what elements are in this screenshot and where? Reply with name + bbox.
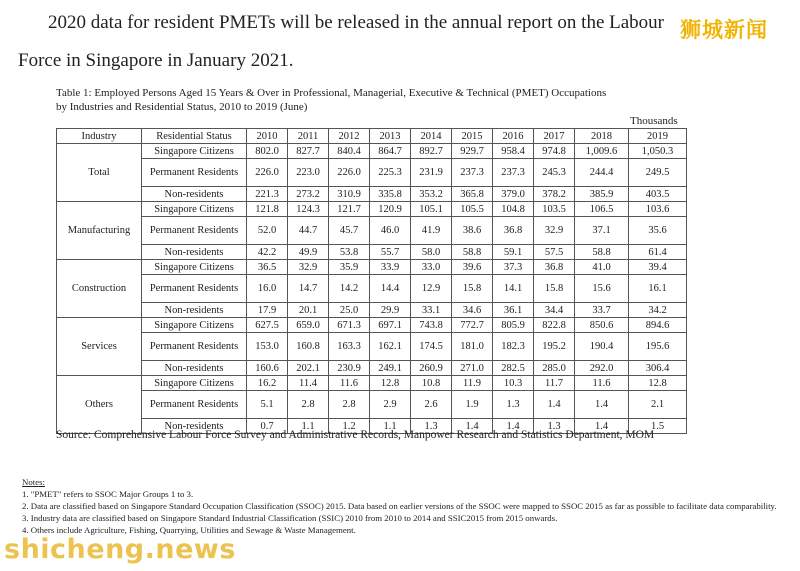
value-cell: 273.2	[288, 187, 329, 202]
residential-status-cell: Permanent Residents	[142, 159, 247, 187]
value-cell: 36.5	[247, 260, 288, 275]
value-cell: 105.5	[452, 202, 493, 217]
value-cell: 14.7	[288, 275, 329, 303]
notes-heading: Notes:	[22, 477, 45, 487]
value-cell: 36.8	[534, 260, 575, 275]
value-cell: 245.3	[534, 159, 575, 187]
value-cell: 14.4	[370, 275, 411, 303]
value-cell: 121.8	[247, 202, 288, 217]
table-row	[57, 391, 687, 419]
pmet-table	[56, 128, 687, 434]
value-cell: 249.1	[370, 361, 411, 376]
value-cell: 16.2	[247, 376, 288, 391]
value-cell: 11.4	[288, 376, 329, 391]
notes-section	[22, 476, 792, 536]
value-cell: 153.0	[247, 333, 288, 361]
residential-status-cell: Singapore Citizens	[142, 376, 247, 391]
value-cell: 105.1	[411, 202, 452, 217]
value-cell: 864.7	[370, 144, 411, 159]
value-cell: 33.1	[411, 303, 452, 318]
value-cell: 2.1	[629, 391, 687, 419]
table-row	[57, 333, 687, 361]
value-cell: 2.8	[288, 391, 329, 419]
value-cell: 59.1	[493, 245, 534, 260]
table-title-line-2: by Industries and Residential Status, 2010 to 2019 (June)	[56, 101, 308, 113]
table-row	[57, 245, 687, 260]
value-cell: 103.5	[534, 202, 575, 217]
value-cell: 42.2	[247, 245, 288, 260]
value-cell: 1,050.3	[629, 144, 687, 159]
value-cell: 121.7	[329, 202, 370, 217]
value-cell: 271.0	[452, 361, 493, 376]
value-cell: 11.7	[534, 376, 575, 391]
value-cell: 353.2	[411, 187, 452, 202]
table-row	[57, 303, 687, 318]
value-cell: 1.4	[575, 419, 629, 434]
table-row	[57, 187, 687, 202]
value-cell: 1,009.6	[575, 144, 629, 159]
table-header-row	[57, 129, 687, 144]
value-cell: 0.7	[247, 419, 288, 434]
value-cell: 162.1	[370, 333, 411, 361]
value-cell: 802.0	[247, 144, 288, 159]
intro-line-1: 2020 data for resident PMETs will be released in the annual report on the Labour	[48, 12, 664, 33]
value-cell: 335.8	[370, 187, 411, 202]
value-cell: 12.9	[411, 275, 452, 303]
value-cell: 1.1	[288, 419, 329, 434]
note-item: 3. Industry data are classified based on Singapore Standard Industrial Classification (SSIC) 2010 from 2010 to 2014 and SSIC2015 from 2015 onwards.	[22, 513, 558, 523]
value-cell: 230.9	[329, 361, 370, 376]
value-cell: 379.0	[493, 187, 534, 202]
value-cell: 20.1	[288, 303, 329, 318]
value-cell: 12.8	[370, 376, 411, 391]
residential-status-cell: Singapore Citizens	[142, 318, 247, 333]
value-cell: 892.7	[411, 144, 452, 159]
value-cell: 282.5	[493, 361, 534, 376]
value-cell: 260.9	[411, 361, 452, 376]
industry-cell: Construction	[57, 260, 142, 318]
value-cell: 805.9	[493, 318, 534, 333]
residential-status-cell: Permanent Residents	[142, 217, 247, 245]
value-cell: 292.0	[575, 361, 629, 376]
industry-cell: Manufacturing	[57, 202, 142, 260]
value-cell: 221.3	[247, 187, 288, 202]
value-cell: 1.4	[534, 391, 575, 419]
value-cell: 38.6	[452, 217, 493, 245]
value-cell: 163.3	[329, 333, 370, 361]
value-cell: 190.4	[575, 333, 629, 361]
value-cell: 894.6	[629, 318, 687, 333]
value-cell: 671.3	[329, 318, 370, 333]
value-cell: 743.8	[411, 318, 452, 333]
residential-status-cell: Singapore Citizens	[142, 144, 247, 159]
value-cell: 58.0	[411, 245, 452, 260]
value-cell: 772.7	[452, 318, 493, 333]
value-cell: 11.6	[329, 376, 370, 391]
value-cell: 14.1	[493, 275, 534, 303]
value-cell: 1.4	[452, 419, 493, 434]
value-cell: 822.8	[534, 318, 575, 333]
value-cell: 1.3	[534, 419, 575, 434]
value-cell: 226.0	[329, 159, 370, 187]
value-cell: 36.8	[493, 217, 534, 245]
value-cell: 237.3	[493, 159, 534, 187]
table-row	[57, 275, 687, 303]
value-cell: 61.4	[629, 245, 687, 260]
value-cell: 850.6	[575, 318, 629, 333]
value-cell: 16.0	[247, 275, 288, 303]
header-year: 2010	[247, 129, 288, 144]
value-cell: 33.0	[411, 260, 452, 275]
value-cell: 2.8	[329, 391, 370, 419]
value-cell: 35.9	[329, 260, 370, 275]
value-cell: 16.1	[629, 275, 687, 303]
value-cell: 10.8	[411, 376, 452, 391]
header-year: 2018	[575, 129, 629, 144]
note-item: 4. Others include Agriculture, Fishing, Quarrying, Utilities and Sewage & Waste Management.	[22, 525, 356, 535]
value-cell: 202.1	[288, 361, 329, 376]
value-cell: 249.5	[629, 159, 687, 187]
value-cell: 53.8	[329, 245, 370, 260]
value-cell: 225.3	[370, 159, 411, 187]
value-cell: 37.1	[575, 217, 629, 245]
value-cell: 14.2	[329, 275, 370, 303]
value-cell: 1.4	[493, 419, 534, 434]
header-year: 2016	[493, 129, 534, 144]
value-cell: 15.8	[452, 275, 493, 303]
value-cell: 12.8	[629, 376, 687, 391]
value-cell: 1.3	[493, 391, 534, 419]
value-cell: 55.7	[370, 245, 411, 260]
brand-logo: 狮城新闻	[680, 18, 768, 42]
value-cell: 15.8	[534, 275, 575, 303]
table-row	[57, 144, 687, 159]
value-cell: 1.1	[370, 419, 411, 434]
value-cell: 237.3	[452, 159, 493, 187]
table-row	[57, 260, 687, 275]
table-row	[57, 318, 687, 333]
residential-status-cell: Singapore Citizens	[142, 202, 247, 217]
value-cell: 697.1	[370, 318, 411, 333]
value-cell: 958.4	[493, 144, 534, 159]
value-cell: 195.6	[629, 333, 687, 361]
value-cell: 58.8	[575, 245, 629, 260]
value-cell: 10.3	[493, 376, 534, 391]
value-cell: 25.0	[329, 303, 370, 318]
value-cell: 181.0	[452, 333, 493, 361]
value-cell: 124.3	[288, 202, 329, 217]
unit-label: Thousands	[630, 115, 678, 127]
value-cell: 106.5	[575, 202, 629, 217]
intro-line-2: Force in Singapore in January 2021.	[18, 50, 294, 71]
value-cell: 160.6	[247, 361, 288, 376]
table-row	[57, 361, 687, 376]
value-cell: 2.6	[411, 391, 452, 419]
value-cell: 11.9	[452, 376, 493, 391]
value-cell: 17.9	[247, 303, 288, 318]
residential-status-cell: Non-residents	[142, 419, 247, 434]
header-year: 2017	[534, 129, 575, 144]
value-cell: 974.8	[534, 144, 575, 159]
industry-cell: Total	[57, 144, 142, 202]
value-cell: 285.0	[534, 361, 575, 376]
value-cell: 41.9	[411, 217, 452, 245]
residential-status-cell: Permanent Residents	[142, 391, 247, 419]
value-cell: 1.4	[575, 391, 629, 419]
value-cell: 49.9	[288, 245, 329, 260]
value-cell: 32.9	[288, 260, 329, 275]
value-cell: 58.8	[452, 245, 493, 260]
table-row	[57, 376, 687, 391]
industry-cell: Services	[57, 318, 142, 376]
value-cell: 36.1	[493, 303, 534, 318]
value-cell: 39.4	[629, 260, 687, 275]
header-industry: Industry	[57, 129, 142, 144]
value-cell: 929.7	[452, 144, 493, 159]
value-cell: 52.0	[247, 217, 288, 245]
value-cell: 1.2	[329, 419, 370, 434]
value-cell: 32.9	[534, 217, 575, 245]
value-cell: 33.9	[370, 260, 411, 275]
table-body	[57, 144, 687, 434]
value-cell: 33.7	[575, 303, 629, 318]
value-cell: 195.2	[534, 333, 575, 361]
value-cell: 231.9	[411, 159, 452, 187]
table-row	[57, 202, 687, 217]
value-cell: 37.3	[493, 260, 534, 275]
value-cell: 174.5	[411, 333, 452, 361]
value-cell: 840.4	[329, 144, 370, 159]
value-cell: 160.8	[288, 333, 329, 361]
note-item: 1. "PMET" refers to SSOC Major Groups 1 to 3.	[22, 489, 194, 499]
header-year: 2013	[370, 129, 411, 144]
value-cell: 1.5	[629, 419, 687, 434]
value-cell: 244.4	[575, 159, 629, 187]
value-cell: 34.6	[452, 303, 493, 318]
value-cell: 1.9	[452, 391, 493, 419]
header-year: 2014	[411, 129, 452, 144]
value-cell: 226.0	[247, 159, 288, 187]
value-cell: 103.6	[629, 202, 687, 217]
value-cell: 627.5	[247, 318, 288, 333]
industry-cell: Others	[57, 376, 142, 434]
value-cell: 45.7	[329, 217, 370, 245]
value-cell: 223.0	[288, 159, 329, 187]
residential-status-cell: Permanent Residents	[142, 275, 247, 303]
value-cell: 15.6	[575, 275, 629, 303]
watermark: shicheng.news	[4, 534, 236, 565]
value-cell: 365.8	[452, 187, 493, 202]
value-cell: 378.2	[534, 187, 575, 202]
value-cell: 659.0	[288, 318, 329, 333]
value-cell: 34.4	[534, 303, 575, 318]
value-cell: 35.6	[629, 217, 687, 245]
table-row	[57, 159, 687, 187]
value-cell: 11.6	[575, 376, 629, 391]
value-cell: 385.9	[575, 187, 629, 202]
value-cell: 44.7	[288, 217, 329, 245]
table-row	[57, 217, 687, 245]
value-cell: 39.6	[452, 260, 493, 275]
header-year: 2015	[452, 129, 493, 144]
table-title	[56, 86, 706, 114]
value-cell: 2.9	[370, 391, 411, 419]
value-cell: 57.5	[534, 245, 575, 260]
value-cell: 1.3	[411, 419, 452, 434]
header-year: 2019	[629, 129, 687, 144]
value-cell: 306.4	[629, 361, 687, 376]
residential-status-cell: Non-residents	[142, 245, 247, 260]
value-cell: 827.7	[288, 144, 329, 159]
table-title-line-1: Table 1: Employed Persons Aged 15 Years & Over in Professional, Managerial, Executive & Technical (PMET) Occupations	[56, 87, 607, 99]
residential-status-cell: Singapore Citizens	[142, 260, 247, 275]
value-cell: 29.9	[370, 303, 411, 318]
header-residential-status: Residential Status	[142, 129, 247, 144]
residential-status-cell: Non-residents	[142, 187, 247, 202]
value-cell: 182.3	[493, 333, 534, 361]
value-cell: 120.9	[370, 202, 411, 217]
header-year: 2011	[288, 129, 329, 144]
intro-paragraph	[18, 4, 678, 80]
value-cell: 104.8	[493, 202, 534, 217]
value-cell: 34.2	[629, 303, 687, 318]
value-cell: 46.0	[370, 217, 411, 245]
value-cell: 310.9	[329, 187, 370, 202]
residential-status-cell: Permanent Residents	[142, 333, 247, 361]
value-cell: 5.1	[247, 391, 288, 419]
source-note: Source: Comprehensive Labour Force Survey and Administrative Records, Manpower Research and Statistics Department, MOM	[56, 429, 655, 441]
header-year: 2012	[329, 129, 370, 144]
note-item: 2. Data are classified based on Singapore Standard Occupation Classification (SSOC) 2015. Data based on earlier versions of the SSOC were mapped to SSOC 2015 as far as possible to facilitate data comparability.	[22, 501, 777, 511]
value-cell: 41.0	[575, 260, 629, 275]
residential-status-cell: Non-residents	[142, 303, 247, 318]
residential-status-cell: Non-residents	[142, 361, 247, 376]
value-cell: 403.5	[629, 187, 687, 202]
